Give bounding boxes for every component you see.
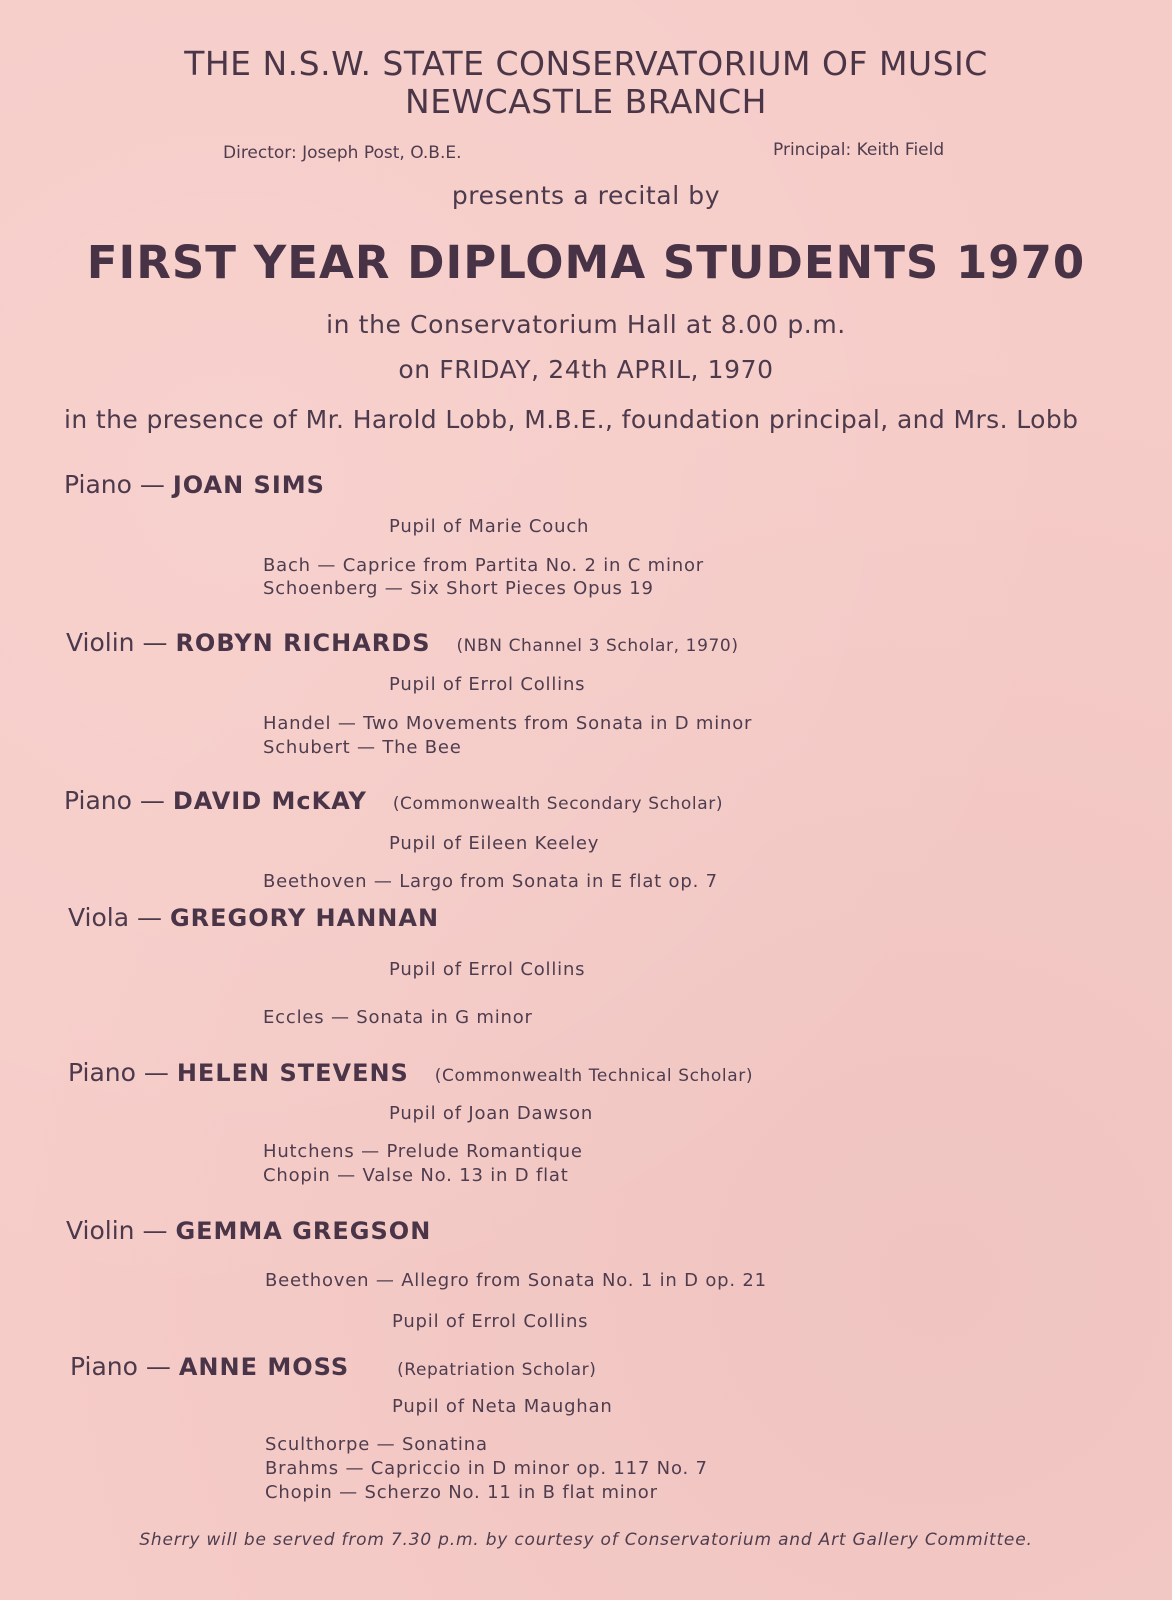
dash: — bbox=[376, 1434, 396, 1455]
instrument-label: Violin bbox=[66, 628, 135, 657]
composer: Eccles bbox=[263, 1007, 325, 1028]
dash: — bbox=[373, 871, 393, 892]
piece-line bbox=[263, 1165, 569, 1186]
work: Two Movements from Sonata in D minor bbox=[363, 713, 753, 734]
pupil-of-line: Pupil of Errol Collins bbox=[389, 674, 586, 695]
composer: Schubert bbox=[263, 737, 351, 758]
performer-name: ANNE MOSS bbox=[178, 1353, 350, 1381]
dash: — bbox=[330, 1007, 350, 1028]
piece-line bbox=[265, 1270, 767, 1291]
performer-heading bbox=[66, 628, 739, 657]
dash: — bbox=[145, 1352, 171, 1381]
work: Capriccio in D minor op. 117 No. 7 bbox=[370, 1458, 708, 1479]
instrument-label: Viola bbox=[68, 903, 130, 932]
piece-line bbox=[263, 737, 462, 758]
scholarship-note: (Repatriation Scholar) bbox=[397, 1360, 597, 1380]
presents-line: presents a recital by bbox=[451, 181, 721, 210]
dash: — bbox=[143, 1058, 169, 1087]
piece-line bbox=[263, 1141, 583, 1162]
performer-name: GREGORY HANNAN bbox=[169, 904, 440, 932]
performer-name: HELEN STEVENS bbox=[176, 1059, 409, 1087]
work: The Bee bbox=[382, 737, 462, 758]
footer-note: Sherry will be served from 7.30 p.m. by courtesy of Conservatorium and Art Gallery Committee. bbox=[139, 1530, 1033, 1550]
pupil-of-line: Pupil of Neta Maughan bbox=[392, 1396, 613, 1417]
composer: Beethoven bbox=[265, 1270, 370, 1291]
performer-name: JOAN SIMS bbox=[172, 471, 325, 499]
dash: — bbox=[137, 903, 163, 932]
pupil-of-line: Pupil of Joan Dawson bbox=[389, 1103, 594, 1124]
dash: — bbox=[142, 628, 168, 657]
instrument-label: Piano bbox=[68, 1058, 136, 1087]
pupil-of-line: Pupil of Marie Couch bbox=[389, 516, 590, 537]
work: Caprice from Partita No. 2 in C minor bbox=[342, 555, 704, 576]
composer: Bach bbox=[263, 555, 311, 576]
dash: — bbox=[139, 786, 165, 815]
composer: Chopin bbox=[265, 1482, 333, 1503]
performer-name: DAVID McKAY bbox=[172, 787, 367, 815]
work: Valse No. 13 in D flat bbox=[362, 1165, 569, 1186]
dash: — bbox=[339, 1482, 358, 1503]
work: Largo from Sonata in E flat op. 7 bbox=[399, 871, 718, 892]
instrument-label: Piano bbox=[64, 470, 132, 499]
performer-heading bbox=[70, 1352, 596, 1381]
dash: — bbox=[317, 555, 337, 576]
dash: — bbox=[375, 1270, 395, 1291]
performer-name: ROBYN RICHARDS bbox=[175, 629, 431, 657]
piece-line bbox=[265, 1458, 708, 1479]
instrument-label: Piano bbox=[64, 786, 132, 815]
composer: Brahms bbox=[265, 1458, 339, 1479]
composer: Beethoven bbox=[263, 871, 368, 892]
instrument-label: Piano bbox=[70, 1352, 138, 1381]
dash: — bbox=[139, 470, 165, 499]
work: Allegro from Sonata No. 1 in D op. 21 bbox=[401, 1270, 767, 1291]
scholarship-note: (Commonwealth Technical Scholar) bbox=[434, 1066, 754, 1086]
dash: — bbox=[345, 1458, 365, 1479]
performer-heading bbox=[68, 1058, 753, 1087]
presence-line: in the presence of Mr. Harold Lobb, M.B.E., foundation principal, and Mrs. Lobb bbox=[64, 405, 1079, 434]
work: Prelude Romantique bbox=[386, 1141, 583, 1162]
piece-line bbox=[263, 871, 718, 892]
instrument-label: Violin bbox=[66, 1216, 135, 1245]
dash: — bbox=[384, 578, 404, 599]
branch-title: NEWCASTLE BRANCH bbox=[405, 82, 767, 121]
dash: — bbox=[142, 1216, 168, 1245]
venue-line: in the Conservatorium Hall at 8.00 p.m. bbox=[326, 310, 846, 339]
performer-heading bbox=[68, 903, 439, 932]
principal-line: Principal: Keith Field bbox=[773, 140, 945, 160]
work: Six Short Pieces Opus 19 bbox=[410, 578, 654, 599]
pupil-of-line: Pupil of Errol Collins bbox=[389, 959, 586, 980]
piece-line bbox=[265, 1482, 658, 1503]
work: Scherzo No. 11 in B flat minor bbox=[364, 1482, 658, 1503]
dash: — bbox=[357, 737, 376, 758]
performer-heading bbox=[64, 470, 325, 499]
composer: Schoenberg bbox=[263, 578, 379, 599]
composer: Handel bbox=[263, 713, 332, 734]
piece-line bbox=[263, 713, 752, 734]
pupil-of-line: Pupil of Errol Collins bbox=[392, 1311, 589, 1332]
recital-title: FIRST YEAR DIPLOMA STUDENTS 1970 bbox=[86, 236, 1086, 289]
dash: — bbox=[337, 713, 357, 734]
piece-line bbox=[263, 555, 704, 576]
composer: Sculthorpe bbox=[265, 1434, 371, 1455]
scholarship-note: (Commonwealth Secondary Scholar) bbox=[392, 794, 724, 814]
performer-heading bbox=[66, 1216, 431, 1245]
performer-name: GEMMA GREGSON bbox=[175, 1217, 432, 1245]
piece-line bbox=[265, 1434, 488, 1455]
date-line: on FRIDAY, 24th APRIL, 1970 bbox=[398, 355, 774, 384]
work: Sonata in G minor bbox=[356, 1007, 533, 1028]
dash: — bbox=[361, 1141, 380, 1162]
dash: — bbox=[337, 1165, 356, 1186]
institution-title: THE N.S.W. STATE CONSERVATORIUM OF MUSIC bbox=[184, 44, 988, 83]
composer: Hutchens bbox=[263, 1141, 355, 1162]
director-line: Director: Joseph Post, O.B.E. bbox=[223, 143, 462, 163]
piece-line bbox=[263, 1007, 533, 1028]
work: Sonatina bbox=[402, 1434, 488, 1455]
scholarship-note: (NBN Channel 3 Scholar, 1970) bbox=[456, 636, 739, 656]
pupil-of-line: Pupil of Eileen Keeley bbox=[389, 833, 600, 854]
composer: Chopin bbox=[263, 1165, 331, 1186]
piece-line bbox=[263, 578, 654, 599]
performer-heading bbox=[64, 786, 723, 815]
